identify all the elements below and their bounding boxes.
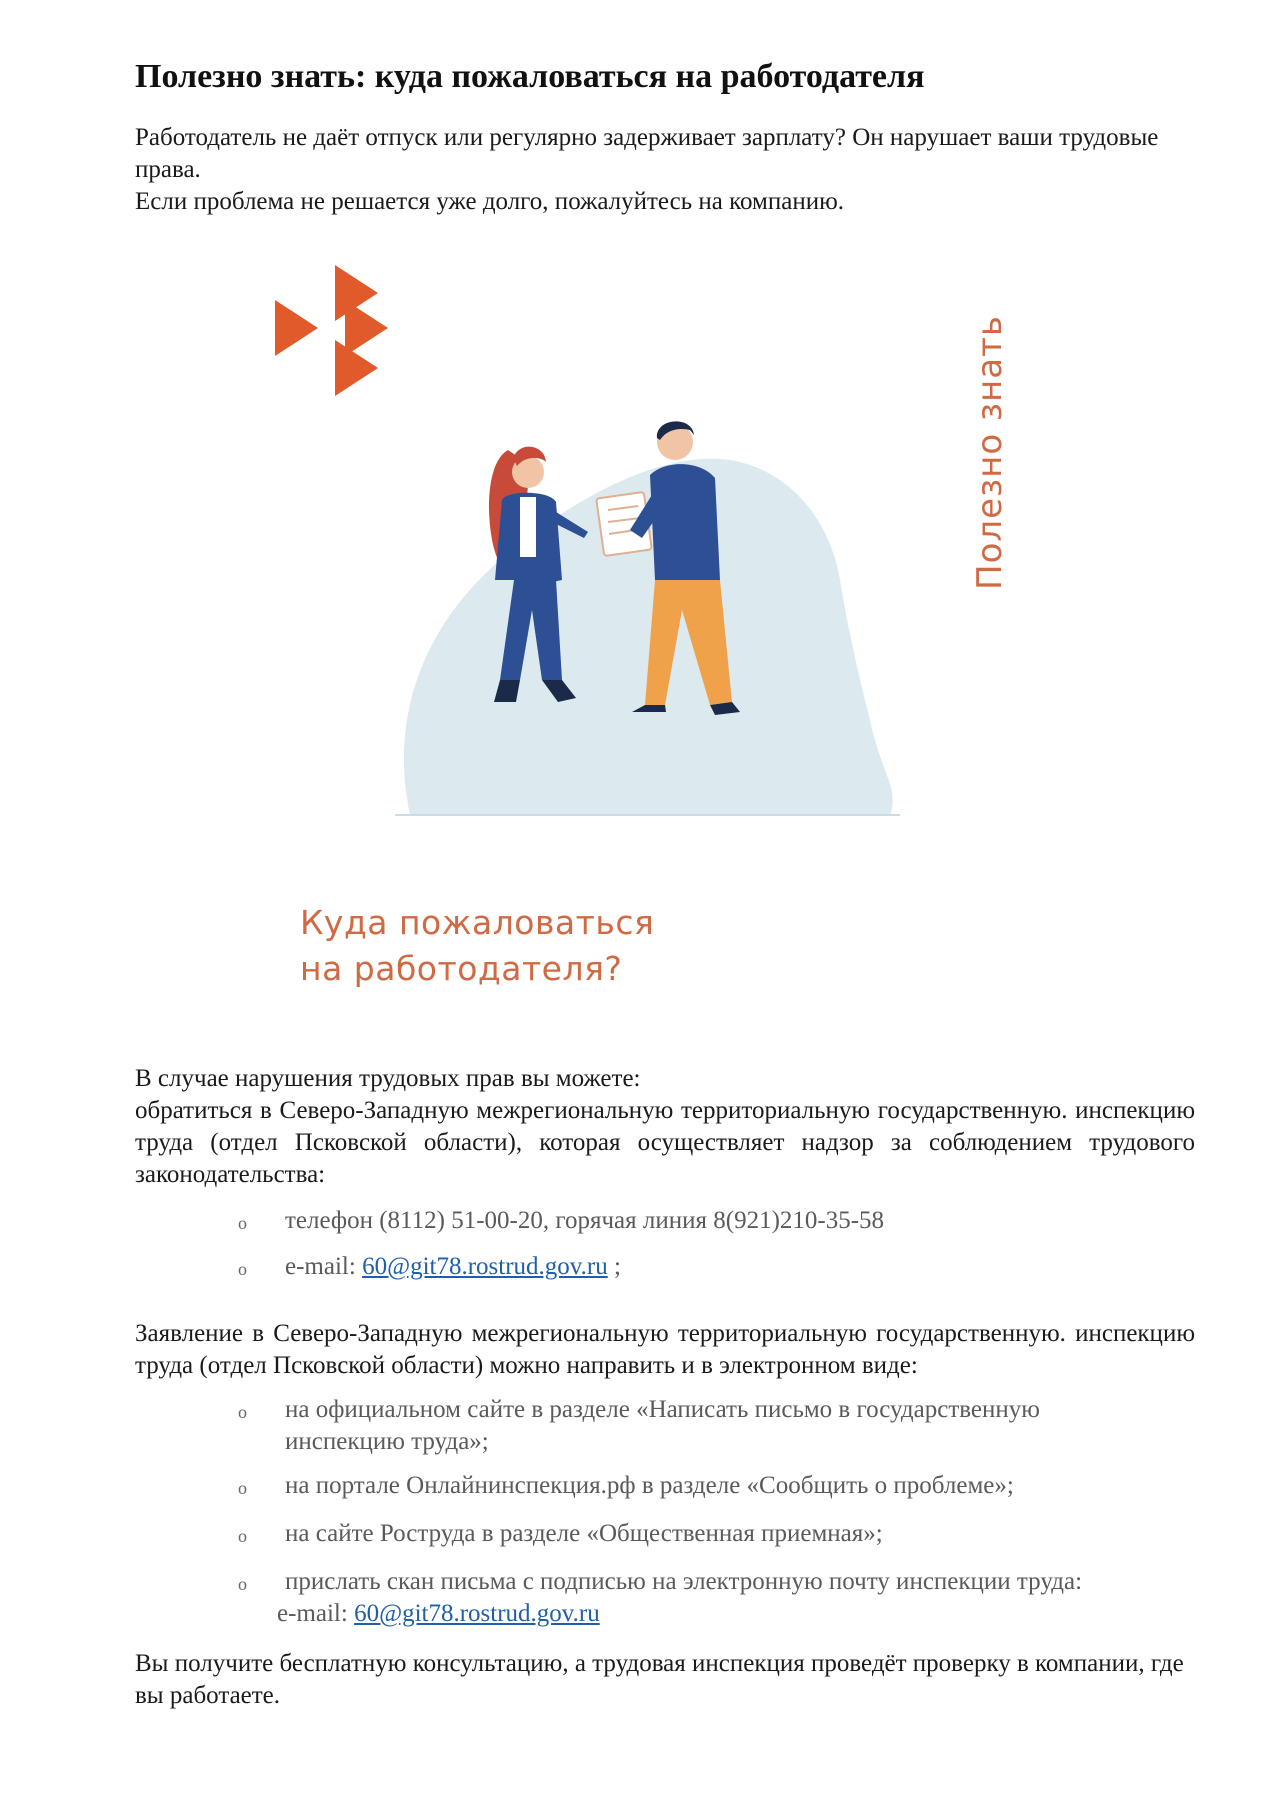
- email-prefix: e-mail:: [277, 1600, 355, 1627]
- phone-text: телефон (8112) 51-00-20, горячая линия 8(921)210-35-58: [285, 1207, 885, 1234]
- bullet-marker: o: [238, 1526, 247, 1546]
- list-item: [135, 1251, 1195, 1283]
- section-rights: [135, 1063, 1195, 1283]
- section-online: [135, 1318, 1195, 1630]
- side-label: Полезно знать: [970, 315, 1010, 590]
- bullet-marker: o: [238, 1478, 247, 1498]
- section2-body: Заявление в Северо-Западную межрегиональную территориальную государственную. инспекцию труда (отдел Псковской области) можно направить и в электронном виде:: [135, 1320, 1195, 1379]
- list-item: [135, 1470, 1195, 1502]
- option-email-scan: прислать скан письма с подписью на электронную почту инспекции труда:: [285, 1568, 1083, 1595]
- list-item: [135, 1394, 1195, 1458]
- page-title: Полезно знать: куда пожаловаться на работодателя: [135, 58, 925, 95]
- bullet-marker: o: [238, 1213, 247, 1233]
- list-item: [135, 1205, 1195, 1237]
- section1-lead: В случае нарушения трудовых прав вы можете:: [135, 1065, 641, 1092]
- closing-section: [135, 1648, 1195, 1712]
- bullet-marker: o: [238, 1402, 247, 1422]
- online-options-list: [135, 1394, 1195, 1630]
- logo-icon: [275, 265, 388, 396]
- banner-title-line-1: Куда пожаловаться: [300, 903, 655, 942]
- bullet-marker: o: [238, 1259, 247, 1279]
- email-link[interactable]: 60@git78.rostrud.gov.ru: [354, 1600, 600, 1627]
- intro-line-2: Если проблема не решается уже долго, пожалуйтесь на компанию.: [135, 188, 845, 215]
- illustration-svg: [270, 250, 1070, 1010]
- email-prefix: e-mail:: [285, 1253, 363, 1280]
- banner-illustration: [270, 250, 1070, 1010]
- email-suffix: ;: [607, 1253, 621, 1280]
- closing-text: Вы получите бесплатную консультацию, а трудовая инспекция проведёт проверку в компании, где вы работаете.: [135, 1650, 1184, 1709]
- bullet-marker: o: [238, 1574, 247, 1594]
- banner-title-line-2: на работодателя?: [300, 949, 623, 988]
- option-official-site: на официальном сайте в разделе «Написать письмо в государственную инспекцию труда»;: [285, 1396, 1040, 1455]
- intro-text: [135, 122, 1195, 218]
- list-item: [135, 1518, 1195, 1550]
- section1-body: обратиться в Северо-Западную межрегиональную территориальную государственную. инспекцию труда (отдел Псковской области), которая осуществляет надзор за соблюдением трудового законодательства:: [135, 1097, 1195, 1188]
- list-item: [135, 1566, 1195, 1630]
- option-rostrud: на сайте Роструда в разделе «Общественная приемная»;: [285, 1520, 883, 1547]
- email-link[interactable]: 60@git78.rostrud.gov.ru: [362, 1253, 608, 1280]
- contact-list: [135, 1205, 1195, 1283]
- option-portal: на портале Онлайнинспекция.рф в разделе «Сообщить о проблеме»;: [285, 1472, 1014, 1499]
- banner-title: [300, 900, 654, 992]
- intro-line-1: Работодатель не даёт отпуск или регулярно задерживает зарплату? Он нарушает ваши трудовые права.: [135, 124, 1159, 183]
